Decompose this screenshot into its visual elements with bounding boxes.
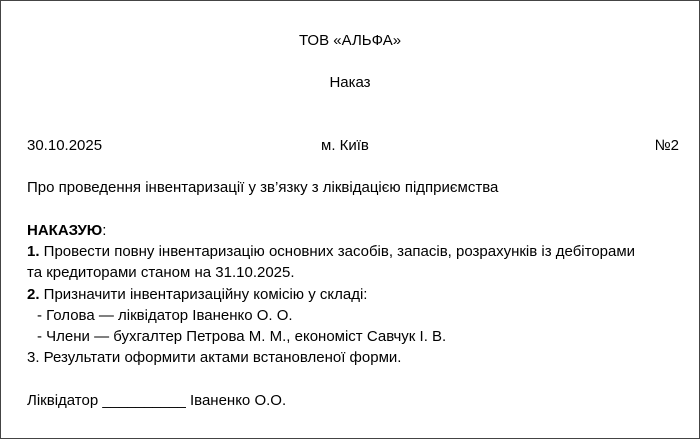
company-name: ТОВ «АЛЬФА» — [298, 32, 402, 49]
order-item-3: 3. Результати оформити актами встановленої форми. — [27, 349, 402, 366]
document-number: №2 — [654, 137, 679, 154]
document-date: 30.10.2025 — [27, 137, 103, 154]
item-1-number: 1. — [27, 243, 40, 260]
document-type: Наказ — [329, 74, 371, 91]
signature-block — [27, 392, 286, 409]
order-item-1 — [27, 243, 635, 260]
signature-role: Ліквідатор — [27, 392, 99, 409]
document-city: м. Київ — [321, 137, 369, 154]
document-subject: Про проведення інвентаризації у зв’язку з ліквідацією підприємства — [27, 179, 499, 196]
order-colon: : — [102, 222, 107, 239]
commission-members: - Члени — бухгалтер Петрова М. М., економіст Савчук І. В. — [37, 328, 447, 345]
order-item-1-continued: та кредиторами станом на 31.10.2025. — [27, 264, 295, 281]
order-word: НАКАЗУЮ — [27, 222, 103, 239]
order-heading — [27, 222, 106, 239]
signature-name: Іваненко О.О. — [189, 392, 287, 409]
commission-chair: - Голова — ліквідатор Іваненко О. О. — [37, 307, 293, 324]
item-2-number: 2. — [27, 286, 40, 303]
item-1-text: Провести повну інвентаризацію основних засобів, запасів, розрахунків із дебіторами — [39, 243, 636, 260]
signature-line: __________ — [102, 392, 186, 409]
item-2-text: Призначити інвентаризаційну комісію у складі: — [39, 286, 368, 303]
order-item-2 — [27, 286, 367, 303]
